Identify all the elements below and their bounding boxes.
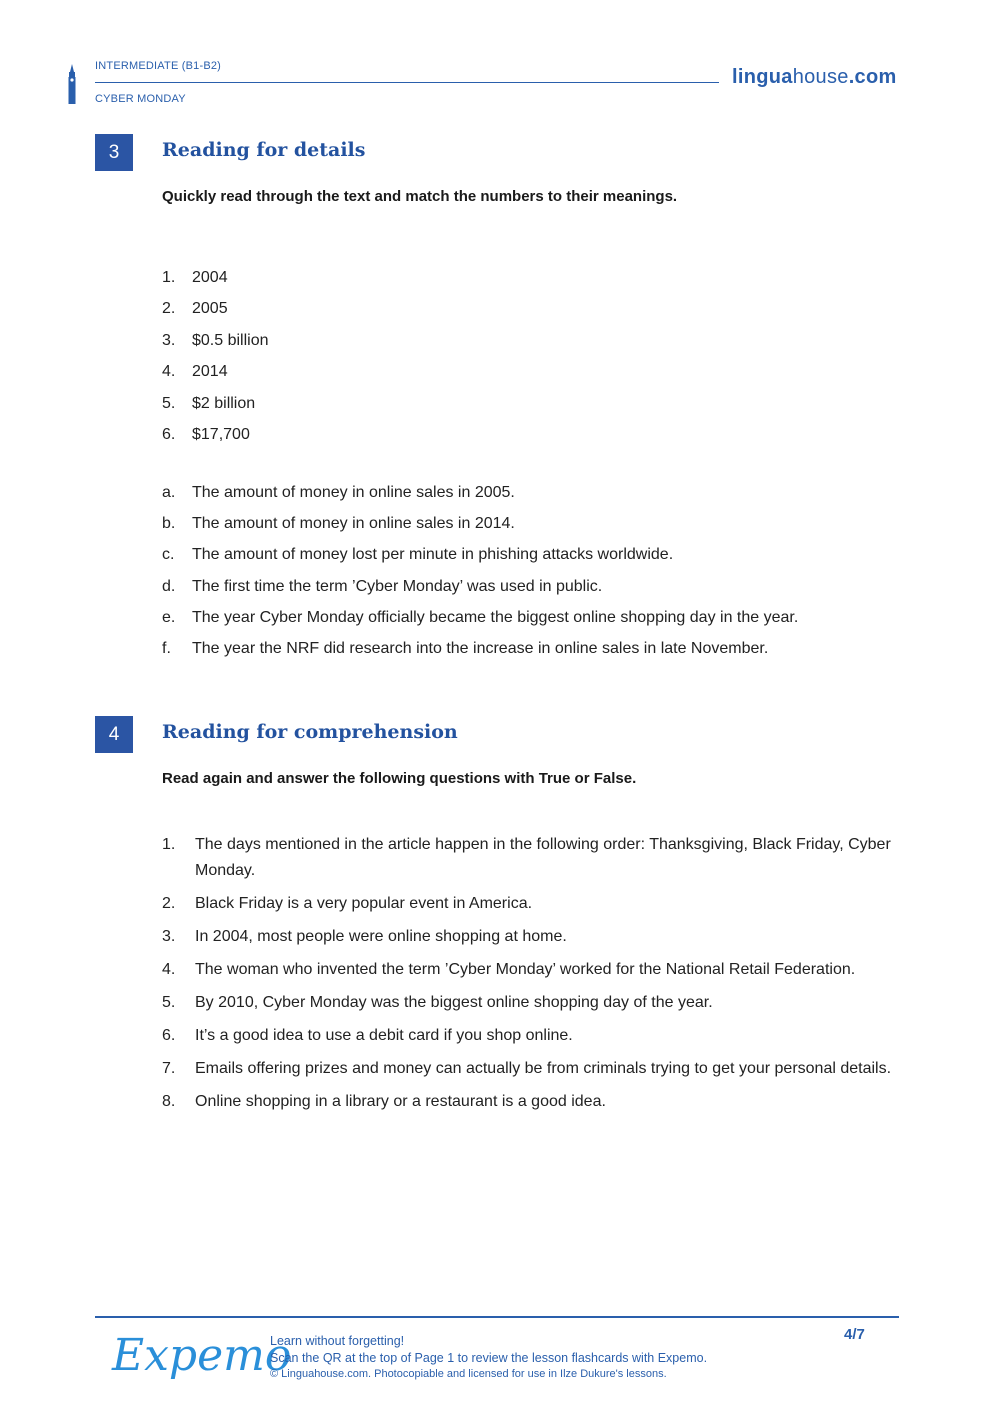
item-marker: 5. — [162, 394, 176, 412]
item-text: Black Friday is a very popular event in America. — [195, 895, 533, 912]
item-marker: 2. — [162, 895, 176, 912]
item-text: By 2010, Cyber Monday was the biggest online shopping day of the year. — [195, 994, 713, 1011]
item-text: The days mentioned in the article happen in the following order: Thanksgiving, Black Friday, Cyber Monday. — [195, 836, 891, 879]
list-item — [162, 1056, 902, 1082]
footer-tagline: Learn without forgetting! — [270, 1334, 405, 1348]
list-item — [162, 425, 762, 456]
list-item — [162, 514, 882, 545]
item-marker: 5. — [162, 994, 176, 1011]
item-marker: b. — [162, 515, 176, 533]
item-text: In 2004, most people were online shopping at home. — [195, 928, 567, 945]
item-text: The woman who invented the term ’Cyber Monday’ worked for the National Retail Federation. — [195, 961, 856, 978]
item-marker: 3. — [162, 331, 176, 349]
item-text: It’s a good idea to use a debit card if you shop online. — [195, 1027, 573, 1044]
list-item — [162, 394, 762, 425]
footer-divider — [95, 1316, 899, 1318]
section-4-number: 4 — [95, 716, 133, 753]
list-item — [162, 1089, 902, 1115]
list-item — [162, 1023, 902, 1049]
list-item — [162, 639, 882, 670]
footer-qr-note: Scan the QR at the top of Page 1 to review the lesson flashcards with Expemo. — [270, 1350, 708, 1365]
item-text: 2004 — [192, 269, 228, 286]
page-number: 4/7 — [844, 1326, 865, 1343]
footer-text — [270, 1333, 707, 1383]
item-text: The first time the term ’Cyber Monday’ was used in public. — [192, 577, 603, 595]
expemo-logo[interactable]: Expemo — [112, 1330, 292, 1381]
brand-part-1: lingua — [732, 66, 793, 88]
item-text: $2 billion — [192, 394, 256, 412]
list-item — [162, 957, 902, 983]
item-text: Emails offering prizes and money can actually be from criminals trying to get your personal details. — [195, 1060, 892, 1077]
meanings-list — [162, 483, 882, 670]
numbers-list — [162, 268, 762, 456]
list-item — [162, 268, 762, 299]
item-marker: a. — [162, 484, 176, 501]
item-text: 2014 — [192, 363, 228, 381]
item-marker: 6. — [162, 425, 176, 443]
list-item — [162, 924, 902, 950]
item-marker: c. — [162, 546, 175, 564]
item-marker: 7. — [162, 1060, 176, 1077]
item-text: The amount of money lost per minute in phishing attacks worldwide. — [192, 546, 674, 564]
item-text: The amount of money in online sales in 2014. — [192, 515, 515, 533]
item-text: The amount of money in online sales in 2005. — [192, 484, 515, 501]
list-item — [162, 891, 902, 917]
item-marker: e. — [162, 608, 176, 626]
brand-part-2: house — [792, 66, 849, 88]
item-text: $17,700 — [192, 425, 250, 443]
list-item — [162, 990, 902, 1016]
item-marker: 1. — [162, 269, 176, 286]
lesson-topic: CYBER MONDAY — [95, 93, 186, 105]
list-item — [162, 545, 882, 576]
section-4-title: Reading for comprehension — [162, 721, 458, 743]
item-marker: 3. — [162, 928, 176, 945]
section-3-title: Reading for details — [162, 139, 366, 161]
item-marker: 6. — [162, 1027, 176, 1044]
list-item — [162, 331, 762, 362]
linguahouse-logo[interactable] — [732, 66, 897, 89]
section-3-number: 3 — [95, 134, 133, 171]
true-false-questions — [162, 832, 902, 1122]
item-text: The year Cyber Monday officially became the biggest online shopping day in the year. — [192, 608, 799, 626]
list-item — [162, 832, 902, 884]
item-marker: 1. — [162, 836, 176, 853]
item-text: Online shopping in a library or a restaurant is a good idea. — [195, 1093, 606, 1110]
item-marker: d. — [162, 577, 176, 595]
course-level: INTERMEDIATE (B1-B2) — [95, 60, 222, 72]
item-text: $0.5 billion — [192, 331, 269, 349]
list-item — [162, 483, 882, 514]
item-marker: 4. — [162, 961, 176, 978]
footer-copyright: © Linguahouse.com. Photocopiable and licensed for use in Ilze Dukure's lessons. — [270, 1368, 667, 1380]
header-divider — [95, 82, 719, 83]
list-item — [162, 362, 762, 393]
item-marker: 8. — [162, 1093, 176, 1110]
item-text: The year the NRF did research into the increase in online sales in late November. — [192, 639, 769, 657]
list-item — [162, 577, 882, 608]
list-item — [162, 299, 762, 330]
brand-part-3: .com — [848, 66, 897, 88]
section-4-instruction: Read again and answer the following questions with True or False. — [162, 770, 637, 787]
big-ben-icon — [66, 64, 78, 104]
section-3-instruction: Quickly read through the text and match the numbers to their meanings. — [162, 188, 678, 205]
item-marker: f. — [162, 639, 171, 657]
list-item — [162, 608, 882, 639]
item-text: 2005 — [192, 300, 228, 318]
item-marker: 2. — [162, 300, 176, 318]
item-marker: 4. — [162, 363, 176, 381]
